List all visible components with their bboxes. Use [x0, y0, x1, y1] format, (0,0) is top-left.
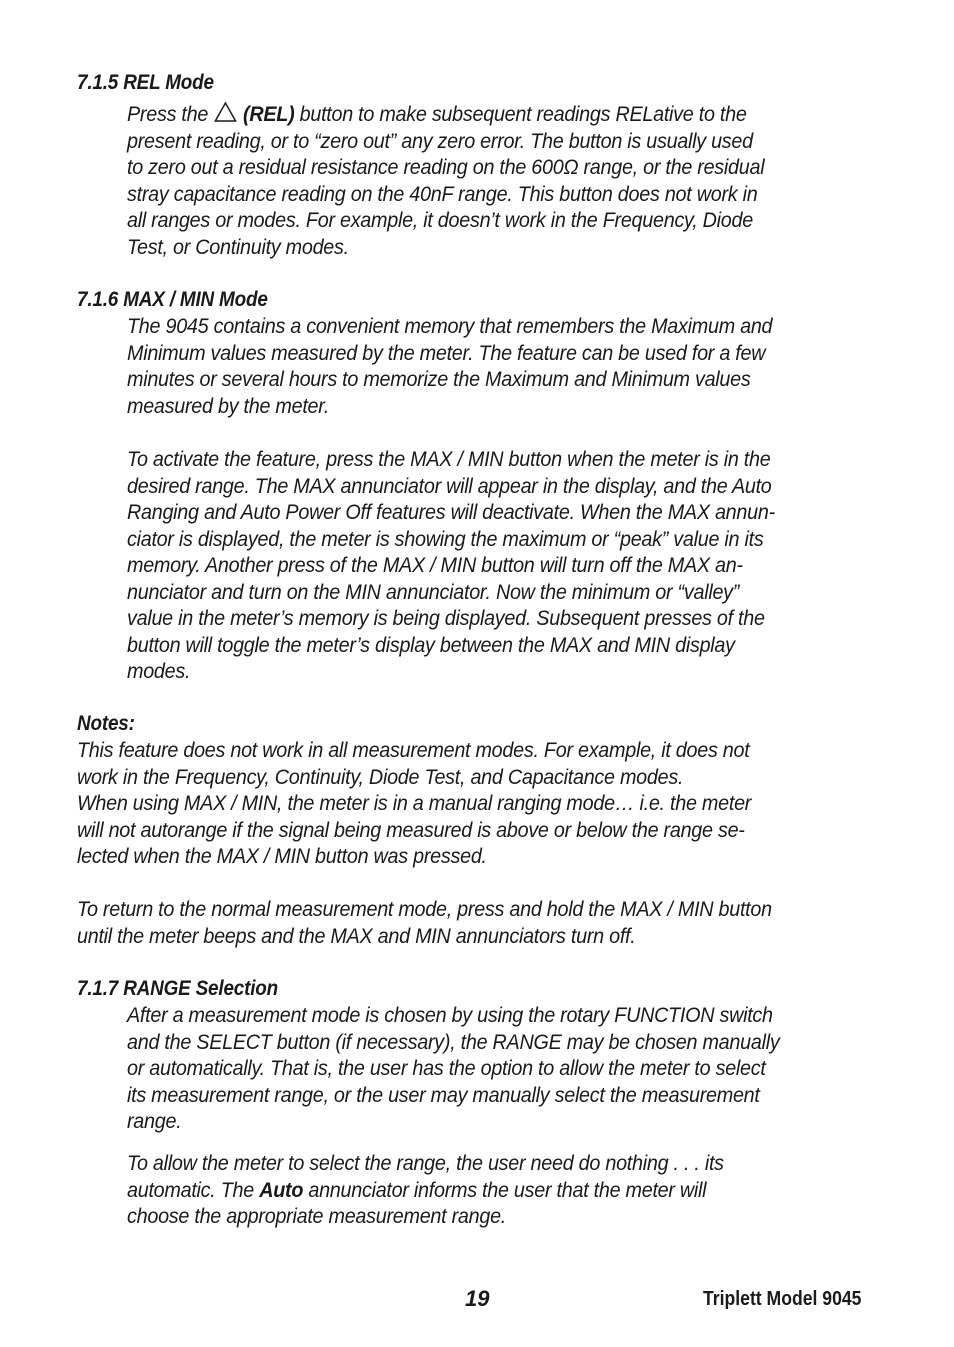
max-min-line: nunciator and turn on the MIN annunciator. Now the minimum or “valley”	[127, 579, 740, 604]
page-number: 19	[465, 1286, 490, 1311]
rel-mode-line: stray capacitance reading on the 40nF range. This button does not work in	[127, 181, 758, 206]
range-paragraph-1	[127, 1002, 889, 1135]
max-min-line: ciator is displayed, the meter is showing the maximum or “peak” value in its	[127, 526, 764, 551]
max-min-line: Ranging and Auto Power Off features will deactivate. When the MAX annun-	[127, 500, 775, 524]
range-line: or automatically. That is, the user has the option to allow the meter to select	[127, 1056, 766, 1080]
range-line: To allow the meter to select the range, the user need do nothing . . . its	[127, 1151, 724, 1175]
max-min-line: value in the meter’s memory is being displayed. Subsequent presses of the	[127, 606, 765, 630]
section-heading-max-min-mode: 7.1.6 MAX / MIN Mode	[77, 288, 268, 311]
max-min-paragraph-2	[127, 446, 889, 685]
max-min-line: minutes or several hours to memorize the Maximum and Minimum values	[127, 367, 751, 391]
max-min-line: desired range. The MAX annunciator will appear in the display, and the Auto	[127, 473, 772, 498]
notes-line: This feature does not work in all measurement modes. For example, it does not	[77, 738, 750, 762]
notes-paragraph-2	[77, 896, 887, 949]
max-min-line: The 9045 contains a convenient memory that remembers the Maximum and	[127, 314, 773, 338]
notes-paragraph-1	[77, 737, 887, 870]
range-line	[127, 1177, 889, 1204]
notes-line: will not autorange if the signal being measured is above or below the range se-	[77, 817, 745, 842]
footer-model-name: Triplett Model 9045	[703, 1288, 862, 1310]
notes-heading: Notes:	[77, 712, 135, 735]
range-line: After a measurement mode is chosen by using the rotary FUNCTION switch	[127, 1003, 773, 1027]
rel-mode-paragraph	[127, 101, 889, 260]
section-heading-rel-mode: 7.1.5 REL Mode	[77, 71, 214, 94]
range-line: its measurement range, or the user may manually select the measurement	[127, 1082, 760, 1107]
max-min-line: button will toggle the meter’s display between the MAX and MIN display	[127, 632, 735, 657]
range-auto-post: annunciator informs the user that the meter will	[303, 1177, 707, 1202]
max-min-line: modes.	[127, 659, 191, 683]
section-heading-range-selection: 7.1.7 RANGE Selection	[77, 977, 279, 1000]
rel-mode-line: Test, or Continuity modes.	[127, 234, 349, 259]
notes-line: work in the Frequency, Continuity, Diode Test, and Capacitance modes.	[77, 764, 684, 789]
rel-mode-line-1	[127, 101, 889, 128]
rel-press-text: Press the	[127, 102, 209, 126]
max-min-line: Minimum values measured by the meter. The feature can be used for a few	[127, 340, 766, 365]
max-min-paragraph-1	[127, 313, 889, 419]
max-min-line: memory. Another press of the MAX / MIN button will turn off the MAX an-	[127, 553, 743, 577]
notes-line: To return to the normal measurement mode, press and hold the MAX / MIN button	[77, 897, 772, 921]
range-paragraph-2	[127, 1150, 889, 1230]
max-min-line: To activate the feature, press the MAX / MIN button when the meter is in the	[127, 447, 771, 471]
triangle-icon	[214, 101, 238, 123]
range-line: range.	[127, 1109, 182, 1133]
rel-mode-line: to zero out a residual resistance reading on the 600Ω range, or the residual	[127, 155, 765, 179]
notes-line: until the meter beeps and the MAX and MIN annunciators turn off.	[77, 923, 636, 948]
rel-button-label: (REL)	[243, 102, 295, 126]
auto-annunciator-label: Auto	[259, 1177, 304, 1202]
range-line: choose the appropriate measurement range.	[127, 1204, 507, 1228]
rel-mode-line: all ranges or modes. For example, it doesn’t work in the Frequency, Diode	[127, 208, 753, 232]
max-min-line: measured by the meter.	[127, 393, 330, 418]
notes-line: When using MAX / MIN, the meter is in a manual ranging mode… i.e. the meter	[77, 791, 752, 815]
range-line: and the SELECT button (if necessary), the RANGE may be chosen manually	[127, 1029, 780, 1054]
notes-line: lected when the MAX / MIN button was pressed.	[77, 844, 487, 868]
rel-line1-rest: button to make subsequent readings RELative to the	[294, 102, 747, 126]
rel-mode-line: present reading, or to “zero out” any zero error. The button is usually used	[127, 128, 753, 153]
range-auto-pre: automatic. The	[127, 1177, 260, 1202]
